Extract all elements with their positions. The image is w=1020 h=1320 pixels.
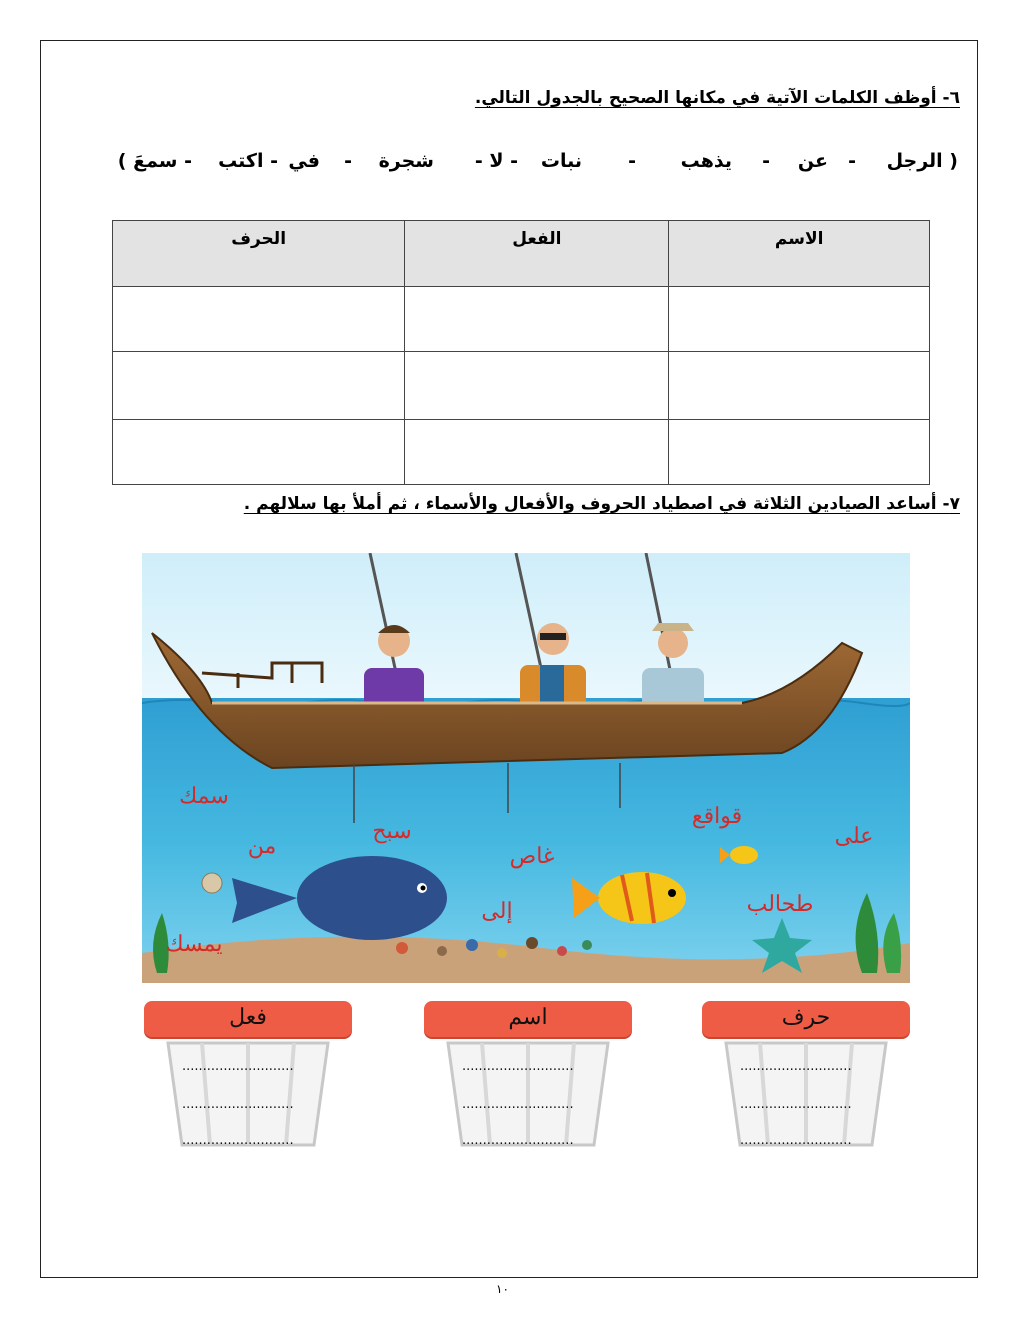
basket-label: حرف [702, 1001, 910, 1037]
answer-line[interactable]: ........................... [462, 1059, 574, 1074]
answer-line[interactable]: ........................... [182, 1133, 294, 1148]
answer-line[interactable]: ........................... [462, 1133, 574, 1148]
answer-cell[interactable] [113, 420, 405, 485]
word-bank-separator: - [848, 150, 856, 172]
word-bank-item: نبات [540, 150, 582, 172]
classification-table [112, 220, 930, 485]
header-verb: الفعل [405, 221, 669, 287]
answer-cell[interactable] [669, 287, 930, 352]
scene-word: غاص [509, 844, 555, 869]
word-bank-item: ( الرجل [886, 150, 958, 172]
answer-cell[interactable] [669, 420, 930, 485]
word-bank-item: عن [797, 150, 828, 172]
page-number: ١٠ [496, 1282, 509, 1296]
answer-cell[interactable] [669, 352, 930, 420]
scene-word: إلى [481, 899, 513, 924]
shell [202, 873, 222, 893]
word-bank-item: - لا - [474, 150, 518, 172]
scene-word: يمسك [165, 932, 223, 957]
answer-cell[interactable] [405, 287, 669, 352]
baskets-row [142, 985, 910, 1155]
word-bank-item: - سمعَ ) [117, 150, 192, 172]
word-bank-item: يذهب [680, 150, 732, 172]
header-noun: الاسم [669, 221, 930, 287]
header-particle: الحرف [113, 221, 405, 287]
scene-word: على [834, 824, 874, 849]
scene-word: سبح [372, 819, 412, 844]
answer-cell[interactable] [405, 352, 669, 420]
question-6-title: ٦- أوظف الكلمات الآتية في مكانها الصحيح بالجدول التالي. [474, 88, 960, 108]
answer-cell[interactable] [113, 352, 405, 420]
word-bank [78, 150, 958, 184]
answer-line[interactable]: ........................... [182, 1059, 294, 1074]
basket-noun [424, 1001, 632, 1151]
answer-line[interactable]: ........................... [740, 1133, 852, 1148]
scene-word: من [247, 834, 277, 859]
scene-word: سمك [179, 784, 229, 809]
word-bank-separator: - [344, 150, 352, 172]
answer-line[interactable]: ........................... [182, 1097, 294, 1112]
word-bank-separator: - [762, 150, 770, 172]
answer-cell[interactable] [405, 420, 669, 485]
answer-line[interactable]: ........................... [740, 1059, 852, 1074]
scene-word: قواقع [691, 804, 743, 829]
answer-cell[interactable] [113, 287, 405, 352]
word-bank-item: شجرة [378, 150, 434, 172]
question-7-title: ٧- أساعد الصيادين الثلاثة في اصطياد الحروف والأفعال والأسماء ، ثم أملأ بها سلالهم . [243, 494, 960, 514]
word-bank-separator: - [628, 150, 636, 172]
answer-line[interactable]: ........................... [740, 1097, 852, 1112]
fishing-scene-illustration [142, 553, 910, 983]
word-bank-item: - اكتب [218, 150, 278, 172]
word-bank-item: في [288, 150, 320, 172]
answer-line[interactable]: ........................... [462, 1097, 574, 1112]
basket-verb [144, 1001, 352, 1151]
basket-label: اسم [424, 1001, 632, 1037]
basket-label: فعل [144, 1001, 352, 1037]
scene-word: طحالب [746, 892, 814, 917]
basket-particle [702, 1001, 910, 1151]
